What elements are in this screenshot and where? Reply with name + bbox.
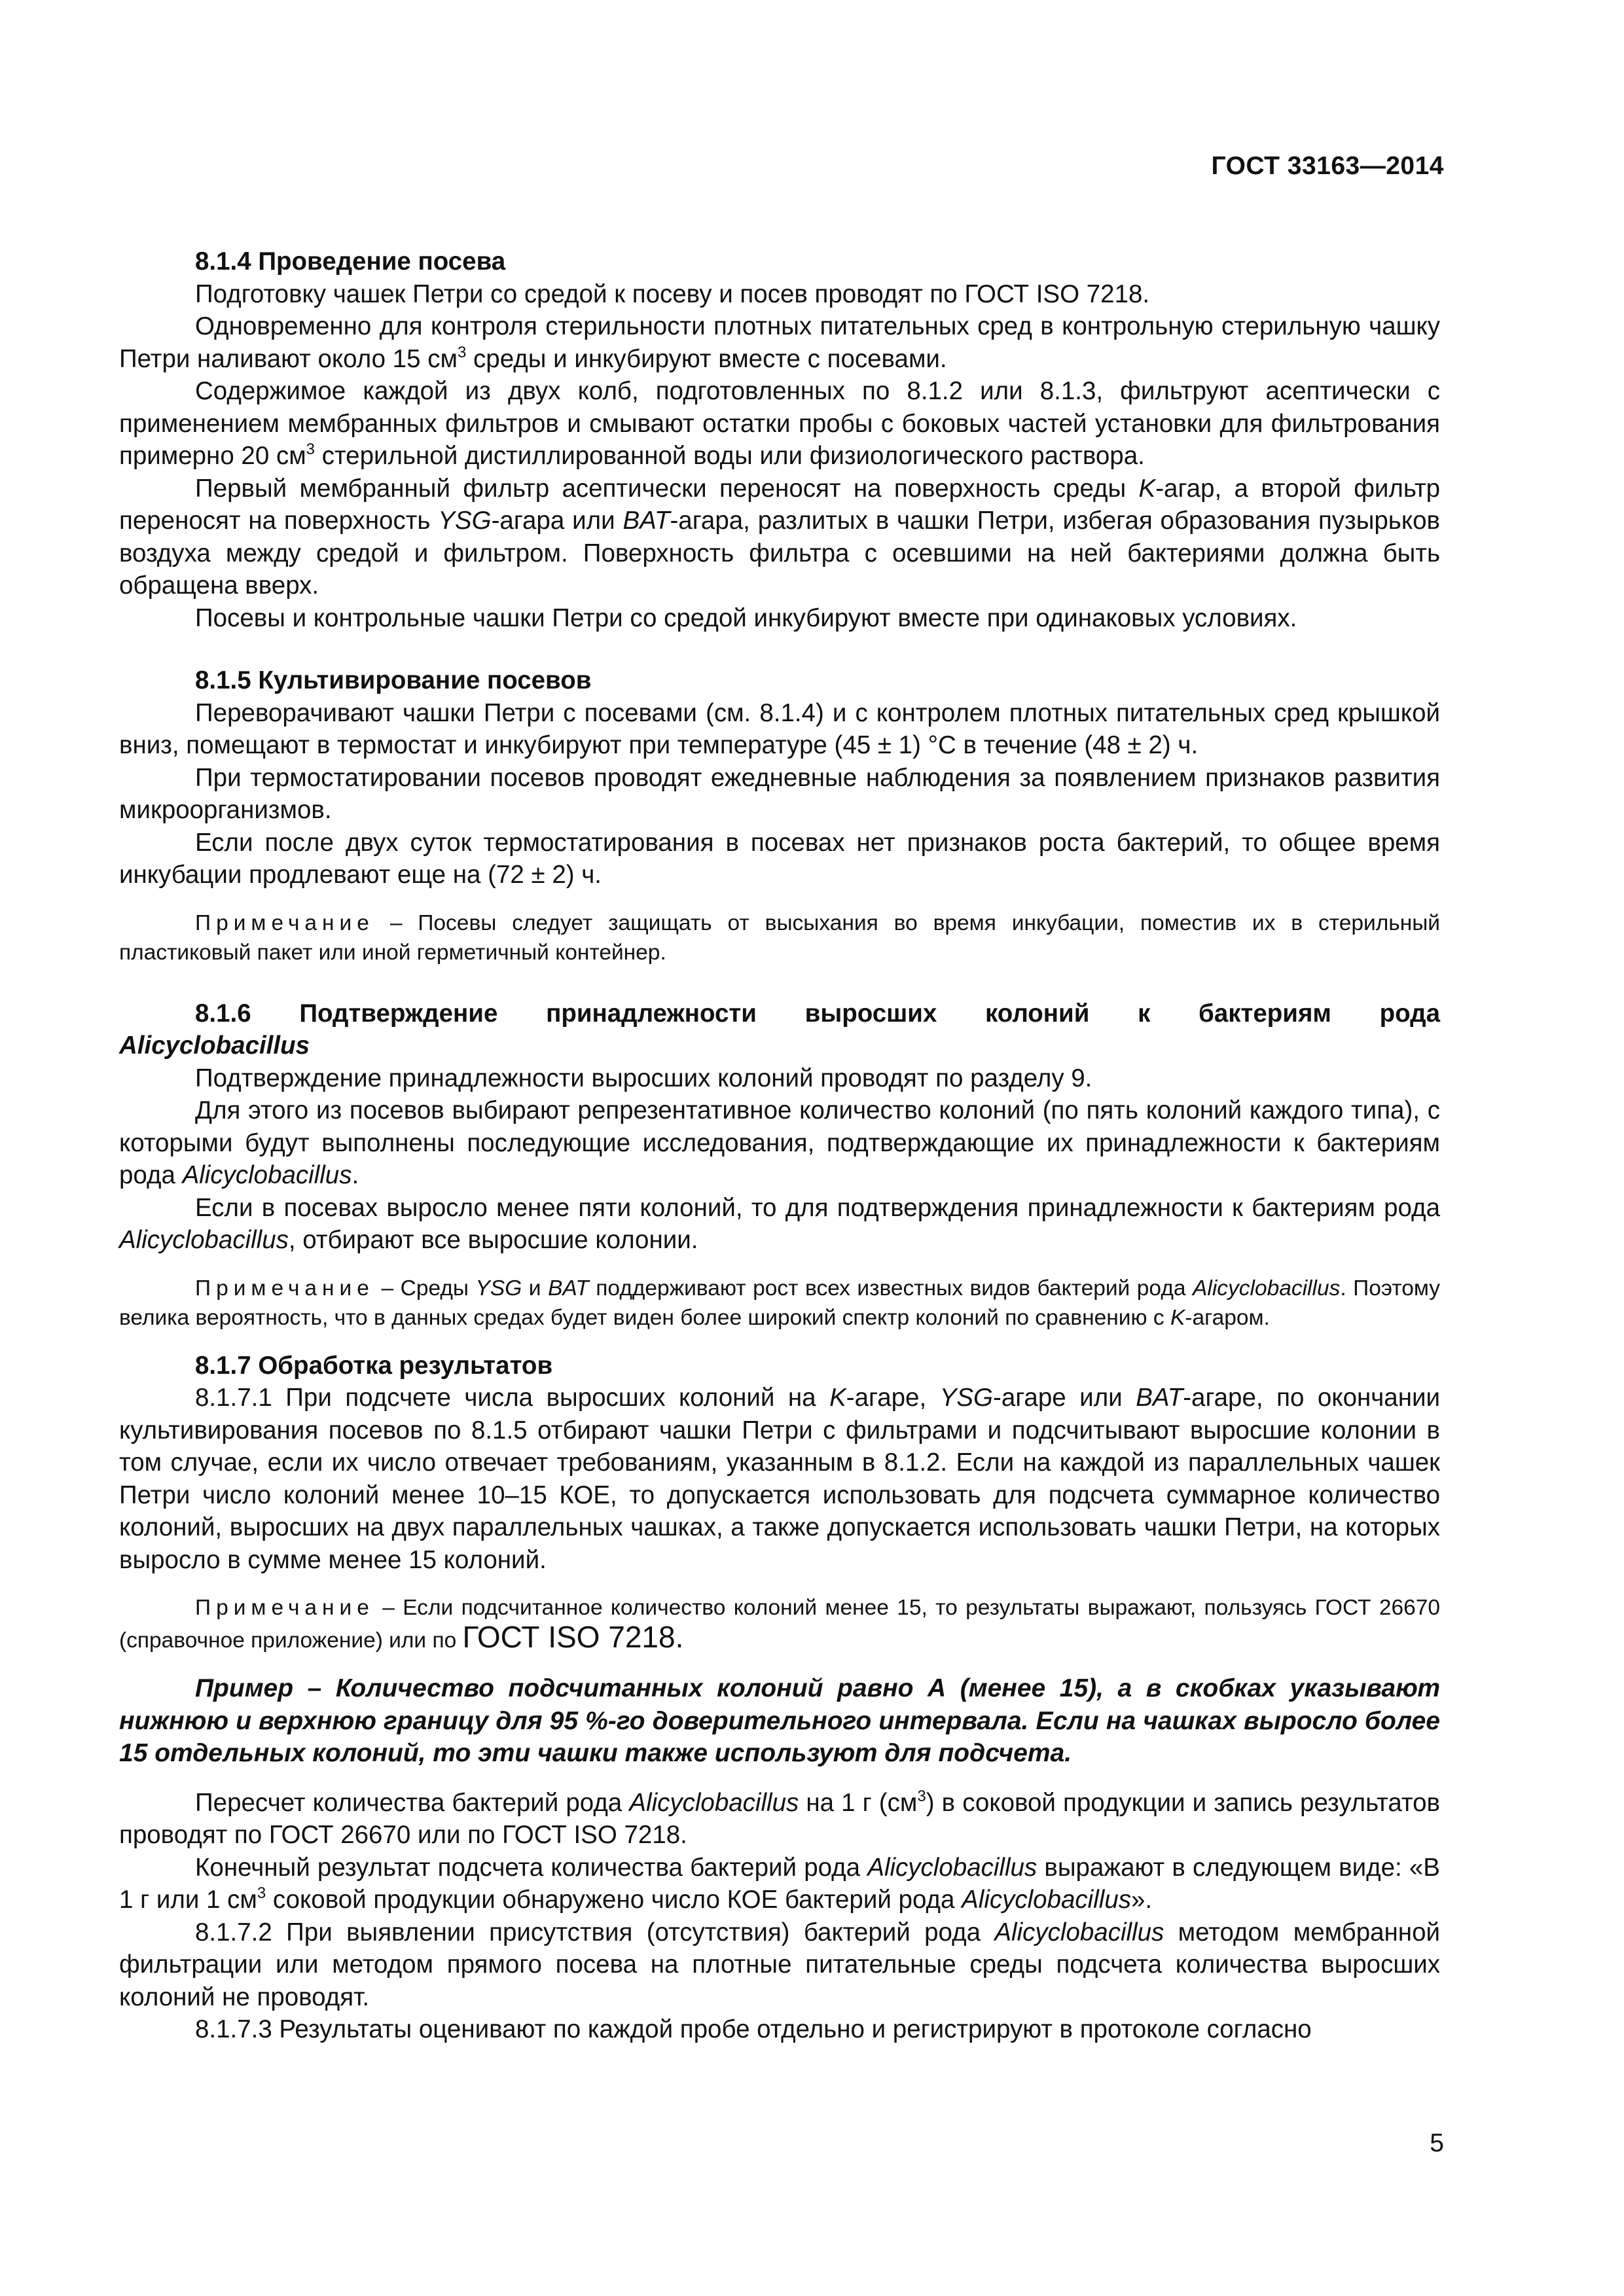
note-label: Примечание	[195, 910, 374, 935]
paragraph	[119, 1192, 1440, 1257]
text: соковой продукции обнаружено число КОЕ бактерий рода	[266, 1886, 962, 1914]
spacer	[119, 967, 1440, 997]
text: методом мембранной фильтрации или методом прямого посева на плотные питательные среды подсчета количества выросших колоний не проводят.	[119, 1918, 1440, 2011]
paragraph: 8.1.7.3 Результаты оценивают по каждой пробе отдельно и регистрируют в протоколе согласно	[195, 2015, 1312, 2043]
spacer	[119, 1257, 1440, 1274]
spacer	[119, 891, 1440, 908]
text: среды и инкубируют вместе с посевами.	[466, 344, 947, 373]
paragraph	[119, 1382, 1440, 1576]
paragraph: Переворачивают чашки Петри с посевами (см. 8.1.4) и с контролем плотных питательных сред крышкой вниз, помещают в термостат и инкубируют при температуре (45 ± 1) °С в течение (48 ± 2) ч.	[119, 698, 1440, 759]
text: Первый мембранный фильтр асептически переносят на поверхность среды	[195, 474, 1139, 503]
paragraph	[119, 310, 1440, 375]
text: . Поэтому велика вероятность, что в данных средах будет виден более широкий спектр колоний по сравнению с	[119, 1276, 1441, 1330]
paragraph	[119, 375, 1440, 473]
spacer	[119, 634, 1440, 664]
section-heading-8-1-4: 8.1.4 Проведение посева	[195, 247, 506, 276]
paragraph	[119, 1094, 1440, 1192]
superscript: 3	[257, 1884, 266, 1902]
note	[119, 1593, 1440, 1655]
italic-term: YSG	[438, 507, 492, 535]
genus-name: Alicyclobacillus	[962, 1886, 1131, 1914]
genus-name: Alicyclobacillus	[867, 1853, 1038, 1882]
standard-reference: ГОСТ ISO 7218.	[462, 1620, 684, 1654]
superscript: 3	[917, 1787, 926, 1805]
paragraph	[119, 1916, 1440, 2014]
text: выражают в следующем виде: «В 1 г или 1 см	[119, 1853, 1440, 1914]
text: Пересчет количества бактерий рода	[195, 1788, 630, 1817]
text: -агара или	[491, 507, 623, 535]
text: .	[352, 1161, 359, 1189]
text: -агар, а второй фильтр переносят на поверхность	[119, 474, 1440, 535]
text: стерильной дистиллированной воды или физиологического раствора.	[315, 442, 1145, 470]
italic-term: K	[829, 1384, 846, 1412]
paragraph: Подтверждение принадлежности выросших колоний проводят по разделу 9.	[195, 1064, 1092, 1092]
text: Для этого из посевов выбирают репрезентативное количество колоний (по пять колоний каждого типа), с которыми будут выполнены последующие исследования, подтверждающие их принадлежности к бактериям рода	[119, 1096, 1440, 1189]
note	[119, 908, 1440, 967]
italic-term: K	[1138, 474, 1156, 503]
note-label: Примечание	[195, 1276, 374, 1300]
section-heading-8-1-7: 8.1.7 Обработка результатов	[195, 1351, 553, 1380]
paragraph: Подготовку чашек Петри со средой к посеву и посев проводят по ГОСТ ISO 7218.	[195, 279, 1150, 308]
paragraph	[119, 1787, 1440, 1852]
text: Конечный результат подсчета количества бактерий рода	[195, 1853, 868, 1882]
example: Пример – Количество подсчитанных колоний равно А (менее 15), а в скобках указывают нижнюю и верхнюю границу для 95 %-го доверительного интервала. Если на чашках выросло более 15 отдельных колоний, то эти чашки также используют для подсчета.	[119, 1674, 1440, 1767]
text: Если в посевах выросло менее пяти колоний, то для подтверждения принадлежности к бактериям рода	[195, 1193, 1440, 1222]
text: Одновременно для контроля стерильности плотных питательных сред в контрольную стерильную чашку Петри наливают около 15 см	[119, 312, 1440, 373]
text: 8.1.7.2 При выявлении присутствия (отсутствия) бактерий рода	[195, 1918, 995, 1946]
heading-text: 8.1.6 Подтверждение принадлежности выросших колоний к бактериям рода	[195, 999, 1440, 1028]
italic-term: BAT	[1136, 1384, 1183, 1412]
paragraph	[119, 473, 1440, 602]
genus-name: Alicyclobacillus	[994, 1918, 1164, 1946]
text: Содержимое каждой из двух колб, подготовленных по 8.1.2 или 8.1.3, фильтруют асептически с применением мембранных фильтров и смывают остатки пробы с боковых частей установки для фильтрования примерно 20 см	[119, 377, 1440, 470]
heading-continuation	[119, 1030, 1440, 1062]
text: -агаром.	[1185, 1305, 1270, 1330]
italic-term: K	[1170, 1305, 1185, 1330]
spacer	[119, 1770, 1440, 1787]
note	[119, 1274, 1440, 1333]
text: -агаре или	[993, 1384, 1136, 1412]
italic-term: BAT	[548, 1276, 589, 1300]
paragraph: Если после двух суток термостатирования в посевах нет признаков роста бактерий, то общее время инкубации продлевают еще на (72 ± 2) ч.	[119, 828, 1440, 889]
genus-name: Alicyclobacillus	[119, 1226, 289, 1254]
page-number: 5	[1430, 2129, 1444, 2157]
text: 8.1.7.1 При подсчете числа выросших колоний на	[195, 1384, 830, 1412]
section-heading-8-1-6	[119, 997, 1440, 1030]
spacer	[119, 1333, 1440, 1350]
text: поддерживают рост всех известных видов бактерий рода	[588, 1276, 1193, 1300]
section-heading-8-1-5: 8.1.5 Культивирование посевов	[195, 666, 592, 694]
superscript: 3	[458, 343, 467, 361]
spacer	[119, 1576, 1440, 1593]
italic-term: YSG	[475, 1276, 522, 1300]
standard-number: ГОСТ 33163—2014	[1211, 152, 1444, 180]
superscript: 3	[306, 440, 316, 458]
text: на 1 г (см	[799, 1788, 918, 1817]
italic-term: YSG	[939, 1384, 993, 1412]
spacer	[119, 1655, 1440, 1672]
text: и	[522, 1276, 549, 1300]
note-text: – Посевы следует защищать от высыхания во время инкубации, поместив их в стерильный пластиковый пакет или иной герметичный контейнер.	[119, 910, 1440, 965]
note-label: Примечание	[195, 1596, 374, 1620]
genus-name: Alicyclobacillus	[119, 1031, 310, 1060]
paragraph: При термостатировании посевов проводят ежедневные наблюдения за появлением признаков развития микроорганизмов.	[119, 763, 1440, 824]
text: ) в соковой продукции и запись результатов проводят по ГОСТ 26670 или по ГОСТ ISO 7218.	[119, 1788, 1440, 1849]
text: – Среды	[374, 1276, 476, 1300]
text: – Если подсчитанное количество колоний менее 15, то результаты выражают, пользуясь ГОСТ 26670 (справочное приложение) или по	[119, 1596, 1440, 1653]
document-body	[119, 245, 1440, 2046]
text: -агаре, по окончании культивирования посевов по 8.1.5 отбирают чашки Петри с фильтрами и подсчитывают выросшие колонии в том случае, если их число отвечает требованиям, указанным в 8.1.2. Если на каждой из параллельных чашек Петри число колоний менее 10–15 КОЕ, то допускается использовать для подсчета суммарное количество колоний, выросших на двух параллельных чашках, а также допускается использовать чашки Петри, на которых выросло в сумме менее 15 колоний.	[119, 1384, 1440, 1574]
genus-name: Alicyclobacillus	[629, 1788, 799, 1817]
genus-name: Alicyclobacillus	[182, 1161, 352, 1189]
text: -агара, разлитых в чашки Петри, избегая образования пузырьков воздуха между средой и фильтром. Поверхность фильтра с осевшими на ней бактериями должна быть обращена вверх.	[119, 507, 1440, 600]
italic-term: BAT	[623, 507, 670, 535]
text: , отбирают все выросшие колонии.	[288, 1226, 698, 1254]
paragraph: Посевы и контрольные чашки Петри со средой инкубируют вместе при одинаковых условиях.	[195, 603, 1297, 632]
text: -агаре,	[846, 1384, 940, 1412]
genus-name: Alicyclobacillus	[1193, 1276, 1341, 1300]
text: ».	[1131, 1886, 1153, 1914]
paragraph	[119, 1852, 1440, 1916]
